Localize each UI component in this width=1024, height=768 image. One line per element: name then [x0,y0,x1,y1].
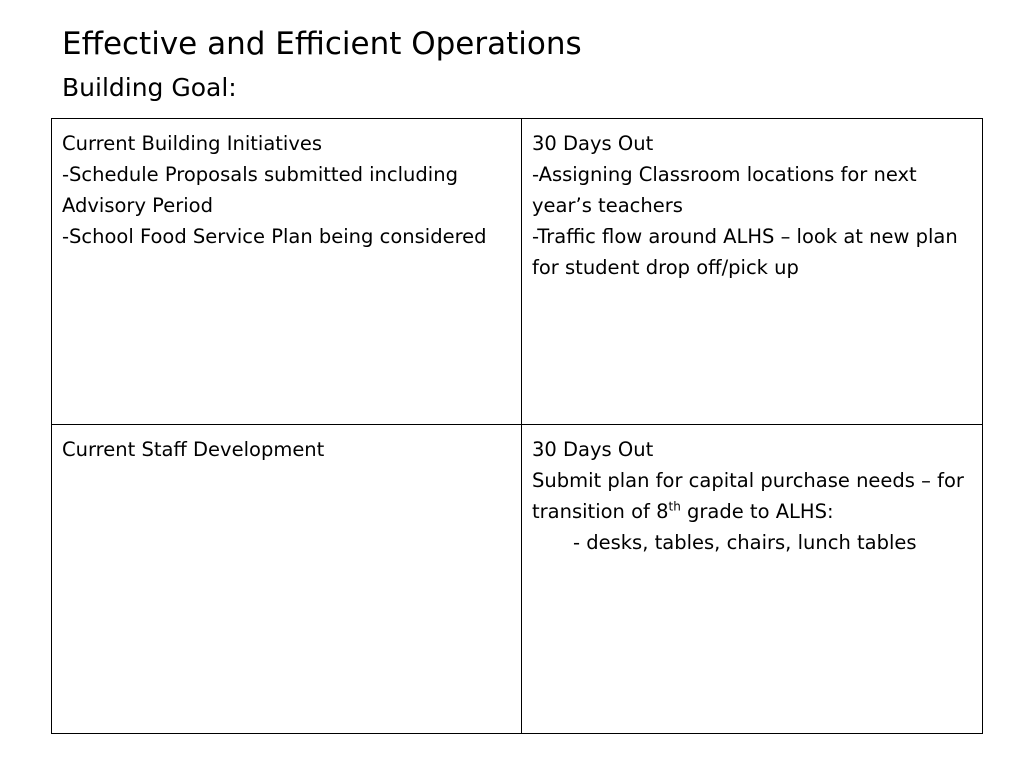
list-item: -Assigning Classroom locations for next year’s teachers [532,163,917,217]
ordinal-superscript: th [668,499,681,514]
table-cell-30-days-out-staff [522,425,982,733]
list-item: -Schedule Proposals submitted including Advisory Period [62,163,458,217]
table-cell-current-staff-development [52,425,522,733]
plan-text [532,465,972,527]
cell-heading: 30 Days Out [532,438,654,461]
cell-heading: 30 Days Out [532,132,654,155]
list-item: -Traffic flow around ALHS – look at new plan for student drop off/pick up [532,225,958,279]
cell-heading: Current Building Initiatives [62,132,323,155]
slide-subtitle: Building Goal: [62,73,237,102]
slide-title: Effective and Efficient Operations [62,26,582,62]
cell-heading: Current Staff Development [62,438,325,461]
list-item: -School Food Service Plan being considered [62,225,487,248]
list-item: - desks, tables, chairs, lunch tables [573,531,917,554]
table-cell-30-days-out-initiatives [522,119,982,425]
plan-text-part-2: grade to ALHS: [680,500,834,523]
goals-table [51,118,983,734]
table-cell-current-initiatives [52,119,522,425]
plan-text-part-1: Submit plan for capital purchase needs – for transition of 8 [532,469,964,523]
